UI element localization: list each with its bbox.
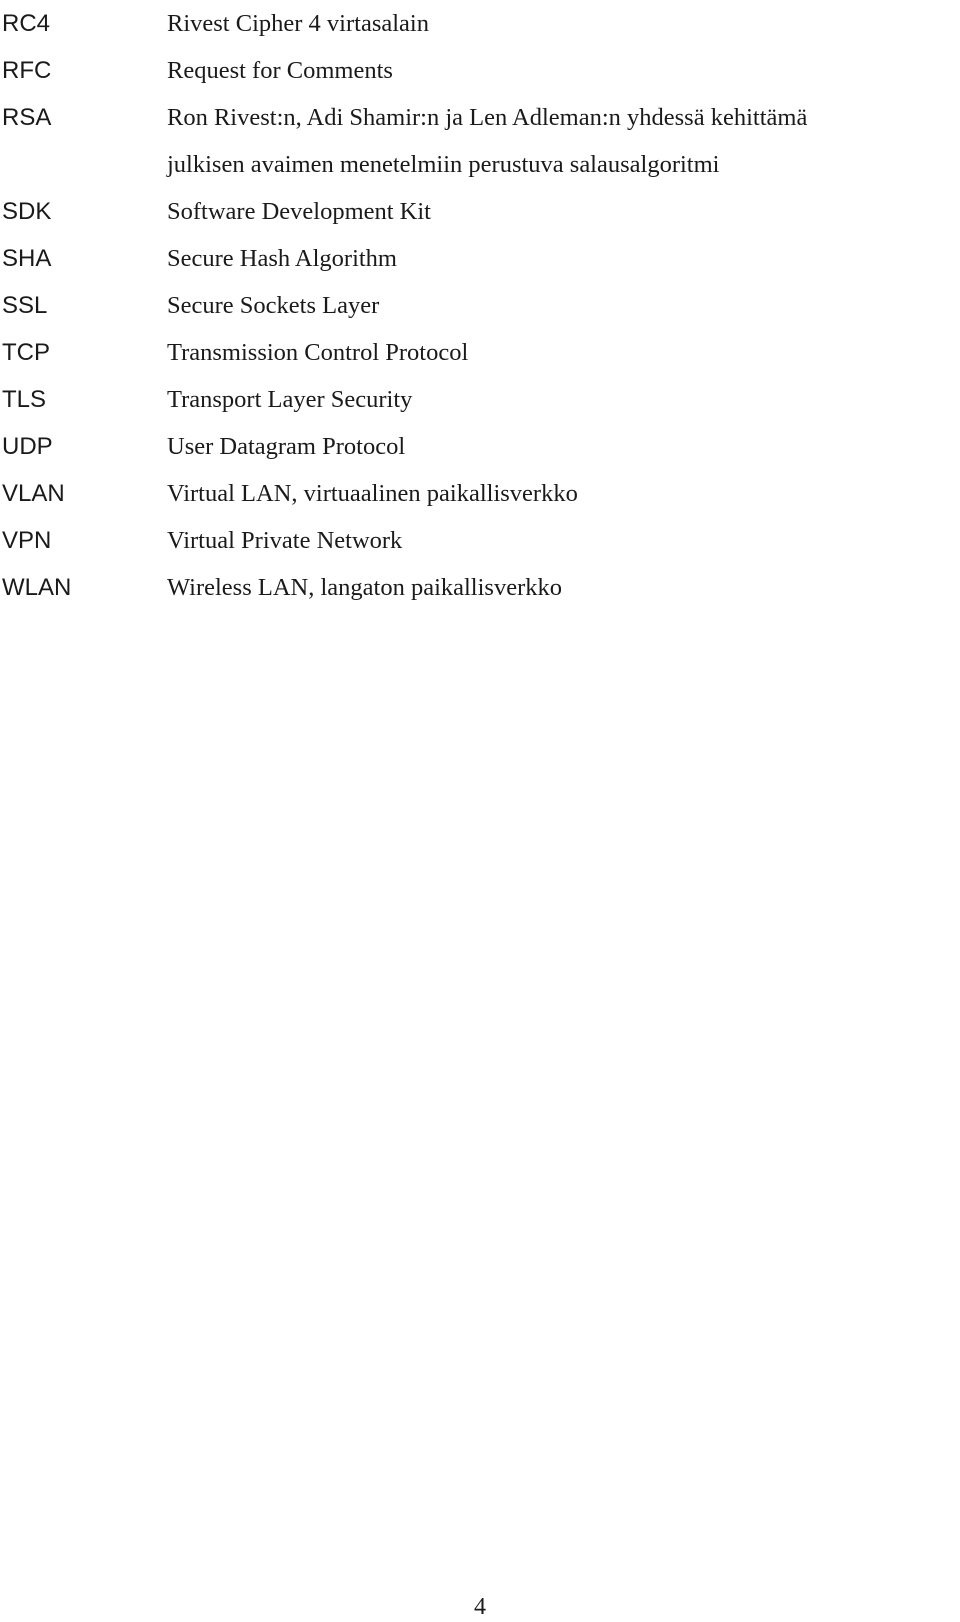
- abbreviation-entry-tls: [0, 376, 960, 423]
- abbreviation-entry-sha: [0, 235, 960, 282]
- abbreviation-definition: [167, 376, 960, 423]
- definition-line: Transport Layer Security: [167, 386, 413, 413]
- definition-line: Secure Hash Algorithm: [167, 245, 397, 272]
- abbreviation-term: TLS: [2, 386, 47, 413]
- abbreviation-term: SDK: [2, 198, 52, 225]
- abbreviation-entry-rc4: [0, 0, 960, 47]
- page-number-text: 4: [474, 1594, 486, 1620]
- definition-line: Ron Rivest:n, Adi Shamir:n ja Len Adleman:n yhdessä kehittämä: [167, 104, 808, 131]
- abbreviation-term: SSL: [2, 292, 48, 319]
- abbreviation-entry-tcp: [0, 329, 960, 376]
- abbreviation-entry-rsa: [0, 94, 960, 188]
- abbreviation-term: RSA: [2, 104, 52, 131]
- definition-line: julkisen avaimen menetelmiin perustuva salausalgoritmi: [167, 151, 720, 178]
- abbreviation-term: SHA: [2, 245, 52, 272]
- abbreviation-definition: [167, 188, 960, 235]
- abbreviation-definition: [167, 564, 960, 611]
- abbreviation-definition: [167, 235, 960, 282]
- abbreviation-term: RC4: [2, 10, 51, 37]
- definition-line: Request for Comments: [167, 57, 393, 84]
- abbreviation-term: UDP: [2, 433, 53, 460]
- abbreviation-definition: [167, 0, 960, 47]
- abbreviation-definition: [167, 470, 960, 517]
- abbreviation-definition: [167, 282, 960, 329]
- abbreviation-definition: [167, 94, 960, 188]
- definition-line: Rivest Cipher 4 virtasalain: [167, 10, 429, 37]
- abbreviation-definition: [167, 517, 960, 564]
- abbreviation-entry-sdk: [0, 188, 960, 235]
- abbreviation-entry-vpn: [0, 517, 960, 564]
- page-number: [0, 1592, 960, 1622]
- definition-line: User Datagram Protocol: [167, 433, 406, 460]
- abbreviation-definition: [167, 329, 960, 376]
- abbreviation-list: [0, 0, 960, 611]
- abbreviation-entry-rfc: [0, 47, 960, 94]
- definition-line: Wireless LAN, langaton paikallisverkko: [167, 574, 562, 601]
- abbreviation-entry-vlan: [0, 470, 960, 517]
- abbreviation-term: VPN: [2, 527, 52, 554]
- definition-line: Software Development Kit: [167, 198, 431, 225]
- abbreviation-entry-ssl: [0, 282, 960, 329]
- definition-line: Secure Sockets Layer: [167, 292, 380, 319]
- definition-line: Virtual Private Network: [167, 527, 403, 554]
- abbreviation-entry-wlan: [0, 564, 960, 611]
- abbreviation-definition: [167, 47, 960, 94]
- abbreviation-term: RFC: [2, 57, 52, 84]
- abbreviation-term: VLAN: [2, 480, 65, 507]
- definition-line: Transmission Control Protocol: [167, 339, 469, 366]
- definition-line: Virtual LAN, virtuaalinen paikallisverkko: [167, 480, 578, 507]
- abbreviation-term: WLAN: [2, 574, 72, 601]
- abbreviation-term: TCP: [2, 339, 50, 366]
- abbreviation-definition: [167, 423, 960, 470]
- abbreviation-entry-udp: [0, 423, 960, 470]
